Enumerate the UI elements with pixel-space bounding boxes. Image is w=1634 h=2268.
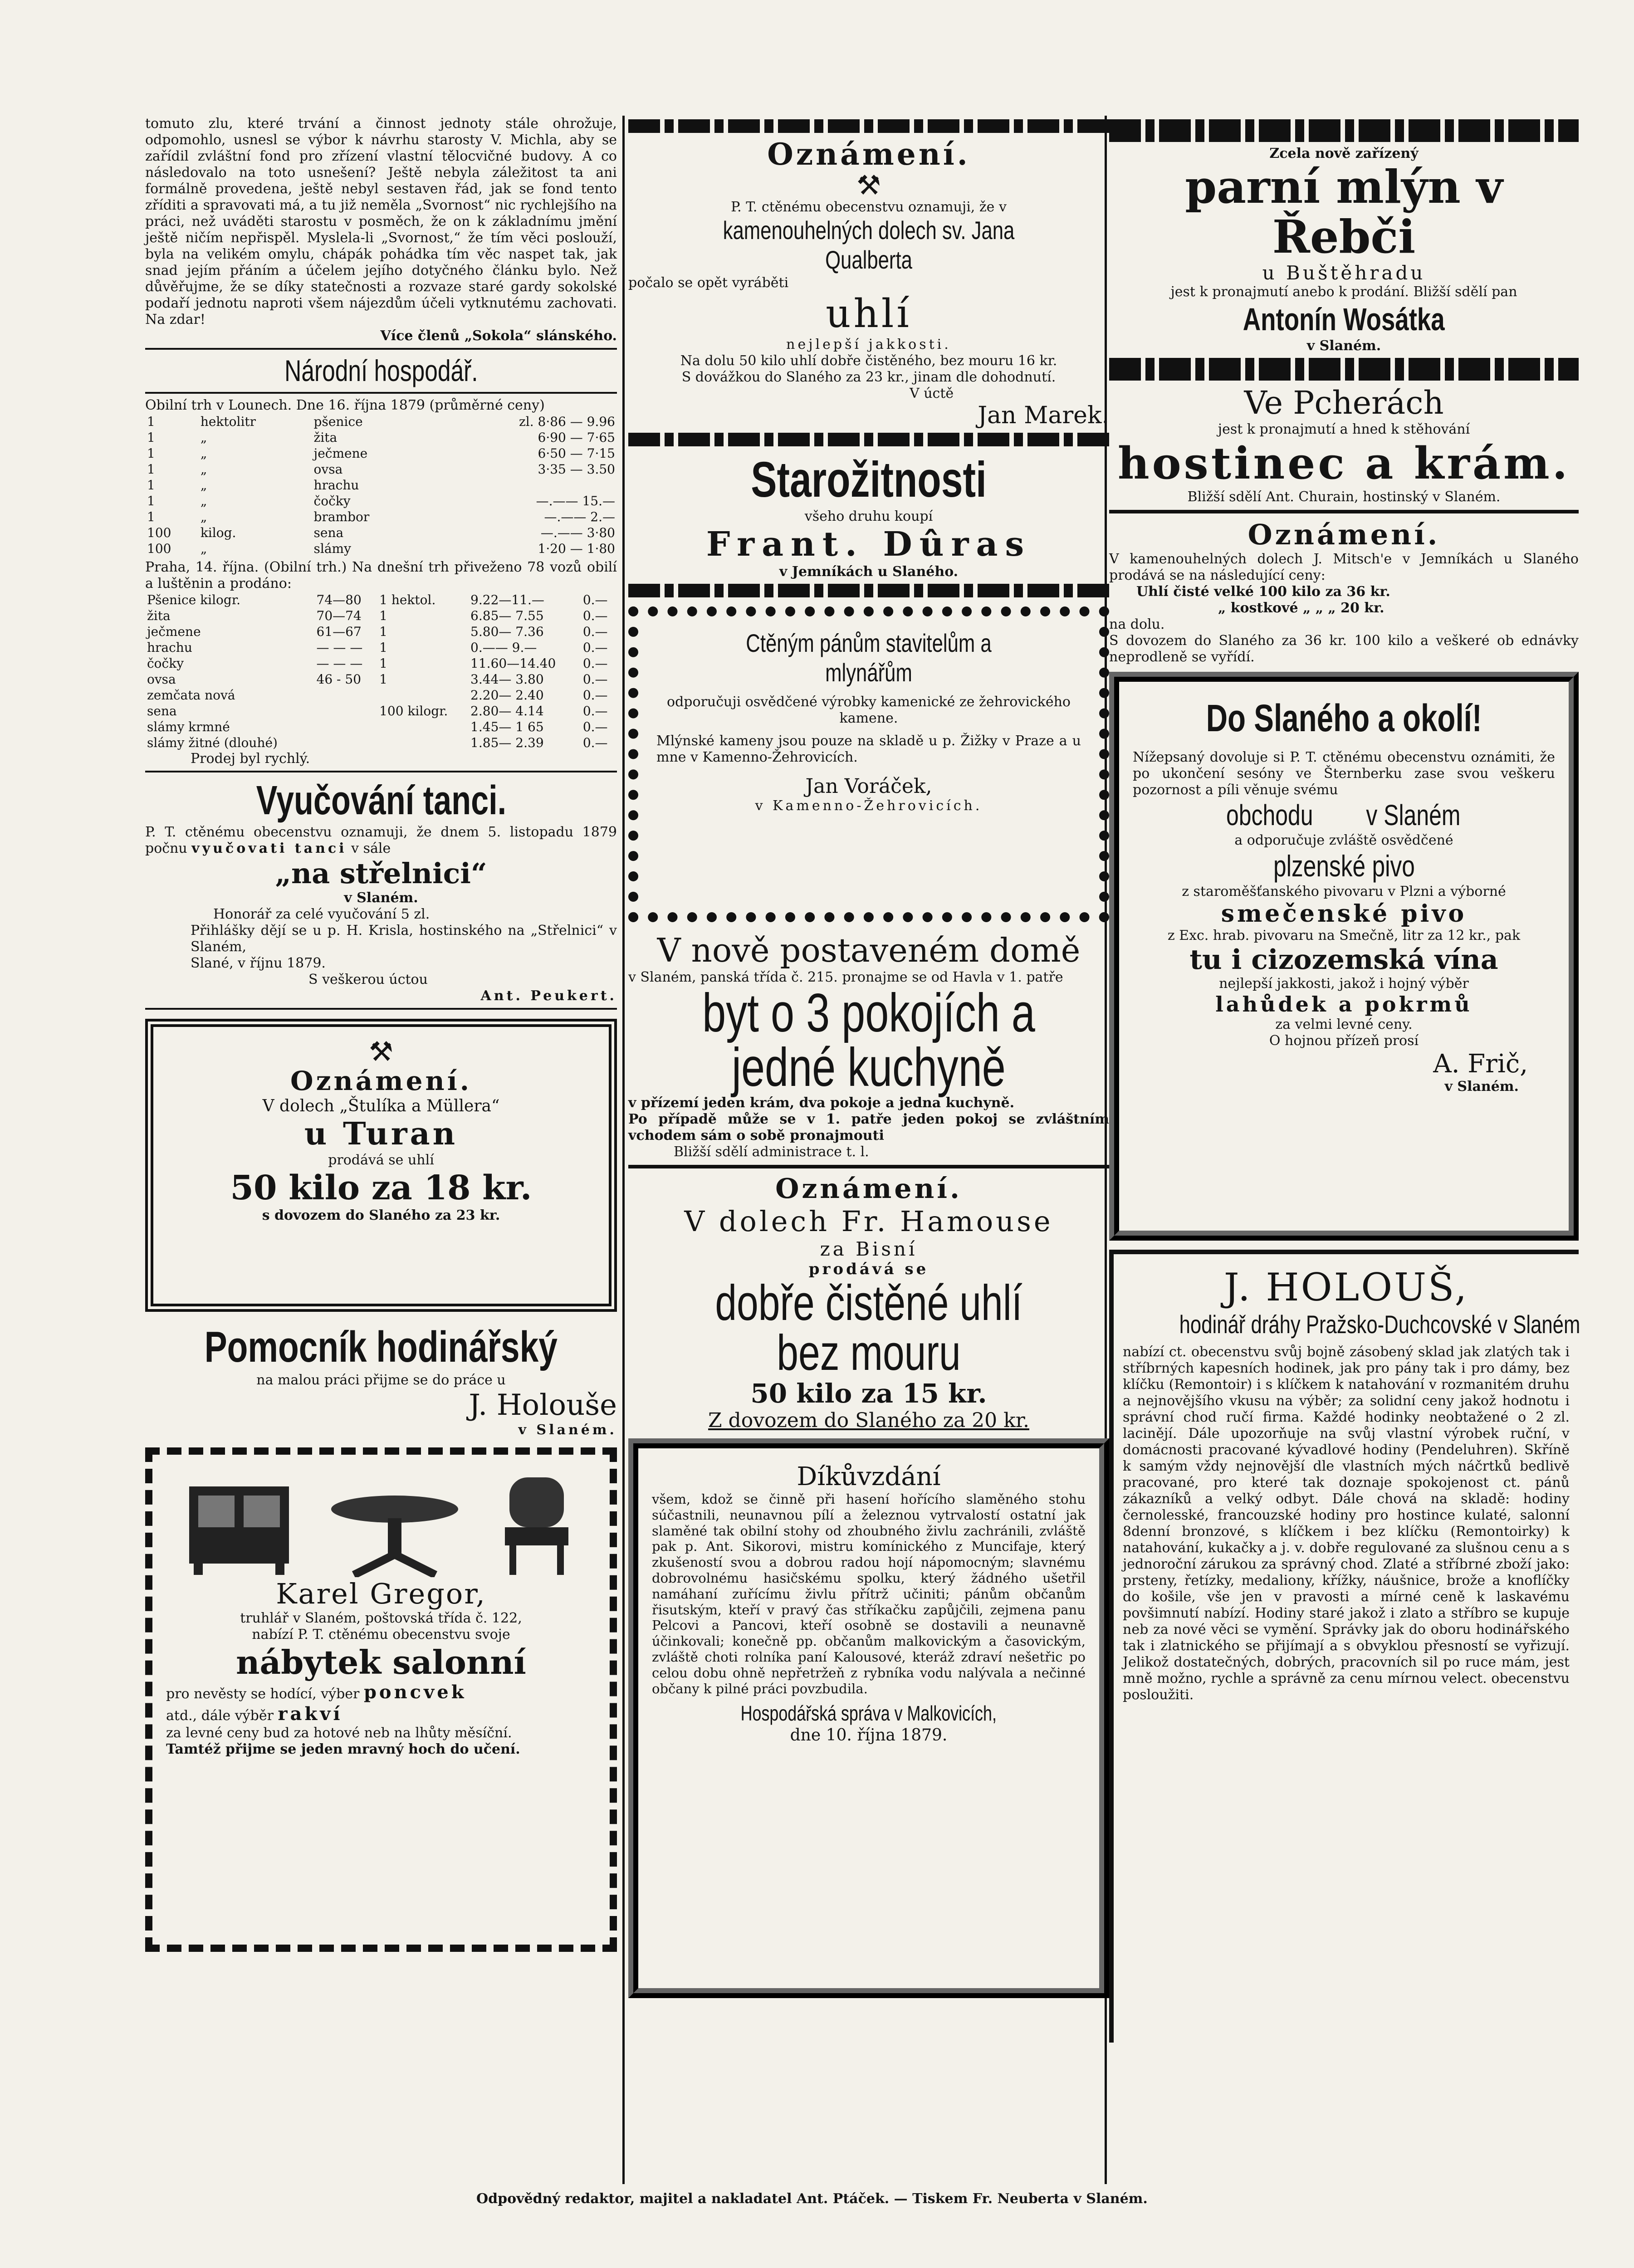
praha-cell-kg (315, 687, 378, 703)
hammer-pick-icon: ⚒ (856, 170, 881, 201)
fric-line: za velmi levné ceny. (1275, 1017, 1413, 1032)
praha-cell-item: ječmene (147, 624, 201, 639)
praha-cell-q: 1 (379, 672, 387, 687)
dance-city: v Slaném. (344, 890, 418, 906)
louny-cell-u: „ (200, 494, 207, 508)
louny-cell-u: „ (200, 541, 207, 556)
antiques-name: Frant. Dûras (706, 525, 1032, 564)
watch-sign: J. Holouše (469, 1388, 617, 1422)
louny-cell-u: „ (200, 509, 207, 524)
cabinet-icon (180, 1477, 298, 1577)
dance-title: Vyučování tanci. (256, 778, 506, 823)
praha-cell-q (377, 719, 469, 735)
gregor-name: Karel Gregor, (276, 1577, 486, 1610)
praha-cell-item: slámy žitné (dlouhé) (147, 735, 278, 750)
mill-line: v Slaném. (1306, 338, 1381, 354)
coal-greet: V úctě (910, 386, 954, 401)
louny-cell-item: slámy (313, 541, 351, 556)
watch-city: v Slaném. (518, 1422, 617, 1438)
mitsch-line: na dolu. (1109, 616, 1165, 632)
fric-beer-smecno: smečenské pivo (1221, 900, 1467, 928)
praha-cell-kg (315, 719, 378, 735)
praha-cell-d: 0.— (582, 704, 608, 719)
turan-title: Oznámení. (290, 1066, 472, 1096)
praha-cell-q: 1 (379, 640, 387, 655)
louny-cell-u: „ (200, 478, 207, 493)
inn-line: jest k pronajmutí a hned k stěhování (1218, 421, 1470, 437)
fric-title: Do Slaného a okolí! (1206, 697, 1482, 739)
stonemason-place: v Kamenno-Žehrovicích. (755, 798, 983, 814)
praha-head: Praha, 14. října. (Obilní trh.) Na dnešní trh přiveženo 78 vozů obilí a luštěnin a prodáno: (145, 559, 617, 591)
praha-cell-price: 2.80— 4.14 (470, 704, 544, 719)
mitsch-price: Uhlí čisté velké 100 kilo za 36 kr. (1136, 584, 1390, 600)
intro-article: tomuto zlu, které trvání a činnost jednoty stále ohrožuje, odpomohlo, usnesl se výbor k návrhu starosty V. Michla, aby se zařídil zvláštní fond pro zřízení vlastní tělocvičné budovy. A co následovalo na toto usnešení? Ještě nebyla záležitost ta ani formálně provedena, ještě nebyl sestaven řád, jak se fond tento zříditi a spravovati má, a tu již neměla „Svornost“ nic rychlejšího na práci, než uváděti starostu v posměch, že on k základnímu jmění ještě ničím nepřispěl. Myslela-li „Svornost,“ že tím věci poslouží, byla na velikém omylu, chápák pohádka tím věc naspet tak, jak snad jejím přáním a účelem jejího dotyčného článku bylo. Než důvěřujme, že se díky statečnosti a rozvaze staré gardy sokolské podaří jednotu naproti všem nájezdům účeli vytknutému zachovati. Na zdar! (145, 116, 617, 327)
louny-table (145, 414, 617, 557)
louny-cell-item: pšenice (313, 414, 363, 429)
turan-place: u Turan (304, 1116, 458, 1153)
thanks-title: Díkůvzdání (797, 1462, 941, 1491)
hamous-line: Z dovozem do Slaného za 20 kr. (708, 1409, 1029, 1432)
turan-price: 50 kilo za 18 kr. (230, 1168, 532, 1208)
antiques-line: všeho druhu koupí (804, 508, 933, 524)
mill-line: jest k pronajmutí anebo k prodání. Bližší sdělí pan (1170, 284, 1517, 300)
intro-signature: Více členů „Sokola“ slánského. (380, 328, 617, 344)
praha-cell-q: 1 (379, 656, 387, 671)
praha-cell-kg: — — — (316, 656, 363, 671)
fric-line: z staroměšťanského pivovaru v Plzni a výborné (1182, 884, 1506, 899)
furniture-illustration (166, 1468, 596, 1577)
fric-beer-plzen: plzenské pivo (1273, 849, 1415, 883)
econ-head: Obilní trh v Lounech. Dne 16. října 1879 (průměrné ceny) (145, 397, 545, 413)
flat-line: v Slaném, panská třída č. 215. pronajme se od Havla v 1. patře (628, 969, 1063, 985)
coal-mine: kamenouhelných dolech sv. Jana Qualberta (723, 216, 1015, 274)
gregor-big: nábytek salonní (236, 1643, 526, 1681)
dance-reg: Přihlášky dějí se u p. H. Krisla, hostinského na „Střelnici“ v Slaném, (191, 923, 617, 955)
fric-line: Nížepsaný dovoluje si P. T. ctěnému obecenstvu oznámiti, že po ukončení sesóny ve Šternberku zase svou veškeru pozornost a píli věnuje svému (1133, 749, 1555, 798)
louny-row (145, 477, 617, 493)
flat-title: V nově postaveném domě (657, 931, 1081, 969)
louny-cell-item: žita (313, 430, 338, 445)
praha-cell-d: 0.— (582, 656, 608, 671)
fric-line: z Exc. hrab. pivovaru na Smečně, litr za 12 kr., pak (1167, 928, 1521, 943)
mill-line: u Buštěhradu (1262, 262, 1426, 284)
inn-line: Bližší sdělí Ant. Churain, hostinský v Slaném. (1187, 489, 1501, 505)
praha-cell-price: 5.80— 7.36 (470, 624, 544, 639)
praha-row (145, 687, 617, 703)
inn-place: Ve Pcherách (1244, 384, 1444, 421)
praha-cell-kg: 61—67 (316, 624, 362, 639)
praha-cell-kg: 74—80 (316, 592, 362, 607)
louny-cell-item: brambor (313, 509, 370, 524)
praha-row (145, 624, 617, 640)
praha-cell-kg (315, 703, 378, 719)
coal-word: uhlí (826, 291, 912, 337)
praha-cell-price: 1.85— 2.39 (470, 735, 544, 750)
louny-cell-n: 1 (147, 462, 155, 477)
praha-cell-item: žita (147, 608, 171, 623)
praha-foot: Prodej byl rychlý. (191, 751, 310, 767)
louny-cell-price: —.—— 2.— (544, 509, 615, 524)
watch-title: Pomocník hodinářský (204, 1323, 558, 1371)
turan-line: s dovozem do Slaného za 23 kr. (262, 1207, 500, 1224)
praha-cell-price: 0.—— 9.— (470, 640, 537, 655)
coal-line: P. T. ctěnému obecenstvu oznamuji, že v (731, 199, 1007, 215)
watch-text: na malou práci přijme se do práce u (256, 1372, 506, 1388)
hamous-line: V dolech Fr. Hamouse (684, 1205, 1053, 1238)
louny-row (145, 525, 617, 541)
flat-big: byt o 3 pokojích a jedné kuchyně (702, 982, 1035, 1098)
coal-sign: Jan Marek. (978, 402, 1109, 429)
hamous-title: Oznámení. (775, 1173, 962, 1205)
gregor-line: Tamtéž přijme se jeden mravný hoch do učení. (166, 1741, 520, 1757)
louny-cell-u: „ (200, 446, 207, 461)
mitsch-title: Oznámení. (1248, 518, 1440, 551)
econ-title: Národní hospodář. (284, 354, 478, 387)
louny-row (145, 493, 617, 509)
coal-line: S dovážkou do Slaného za 23 kr., jinam dle dohodnutí. (681, 369, 1056, 385)
praha-row (145, 655, 617, 671)
louny-cell-n: 1 (147, 478, 155, 493)
dance-sign: Ant. Peukert. (480, 988, 617, 1004)
praha-cell-d: 0.— (582, 640, 608, 655)
mill-name: Antonín Wosátka (1243, 302, 1445, 337)
praha-cell-price: 1.45— 1 65 (470, 719, 544, 734)
praha-row (145, 640, 617, 655)
praha-row (145, 735, 617, 751)
louny-cell-u: hektolitr (200, 414, 256, 429)
louny-row (145, 414, 617, 430)
praha-cell-price: 6.85— 7.55 (470, 608, 544, 623)
louny-cell-item: hrachu (313, 478, 359, 493)
louny-cell-price: —.—— 3·80 (540, 525, 615, 540)
praha-row (145, 608, 617, 624)
praha-cell-kg: — — — (316, 640, 363, 655)
louny-row (145, 541, 617, 557)
praha-cell-q: 100 kilogr. (379, 704, 448, 719)
flat-line: Po případě může se v 1. patře jeden pokoj se zvláštním vchodem sám o sobě pronajmouti (628, 1111, 1109, 1144)
coal-line: Na dolu 50 kilo uhlí dobře čistěného, bez mouru 16 kr. (680, 353, 1057, 369)
praha-cell-kg: 70—74 (316, 608, 362, 623)
hamous-line: prodává se (808, 1260, 929, 1278)
gregor-line: truhlář v Slaném, poštovská třída č. 122, (240, 1610, 522, 1626)
praha-cell-kg (315, 735, 378, 751)
holous-ad (1109, 1250, 1579, 2043)
louny-cell-u: „ (200, 462, 207, 477)
fric-line: a odporučuje zvláště osvědčené (1234, 832, 1453, 848)
fric-place: v Slaném. (1444, 1079, 1519, 1095)
praha-cell-d: 0.— (582, 719, 608, 734)
praha-cell-kg: 46 - 50 (316, 672, 362, 687)
hamous-line: za Bisní (820, 1238, 918, 1260)
hammer-pick-icon: ⚒ (369, 1036, 393, 1068)
louny-cell-item: čočky (313, 494, 351, 508)
stonemason-sign: Jan Voráček, (805, 775, 932, 798)
praha-cell-item: čočky (147, 656, 184, 671)
louny-cell-price: zl. 8·86 — 9.96 (519, 414, 615, 429)
louny-cell-price: 1·20 — 1·80 (538, 541, 615, 556)
louny-row (145, 509, 617, 525)
louny-cell-price: 3·35 — 3.50 (538, 462, 615, 477)
mill-title: parní mlýn v Řebči (1185, 160, 1503, 264)
coal-line: nejlepší jakkosti. (786, 337, 951, 352)
louny-cell-n: 1 (147, 414, 155, 429)
louny-cell-n: 100 (147, 541, 171, 556)
holous-text: nabízí ct. obecenstvu svůj bojně zásobený sklad jak zlatých tak i stříbrných kapesních hodinek, jak pro pány tak i pro dámy, bez klíčku (Remontoir) i s klíčkem k natahování v rozmanitém druhu a nejnovějšího vkusu na výběr; za solidní ceny jakož hodnotu i správní chod ručí firma. Každé hodinky neobtažené o 2 zl. lacinějí. Dále upozorňuje na svůj vlastní výrobek ruční, v domácnosti pracované kývadlové hodiny (Pendeluhren). Skříně k samým vždy nejnovější dle vlastních mých náčrtků bedlivě pracované, pro které tak doznaje spokojenost ct. pánů zákazníků a velký odbyt. Dále chová na skladě: hodiny černolesské, francouzské hodiny pro hostince kulaté, salonní 8denní bronzové, s klíčkem i bez klíčku (Remontoirky) k natahování, kukačky a j. v. dobře regulované za slušnou cenu a s jednoroční zárukou za správný chod. Zlaté a stříbrné zboží jako: prsteny, řetízky, medaliony, křížky, náušnice, brože a knoflíčky do košile, vše jen v pravosti a mírné ceně k laskavému povšimnutí nabízí. Hodiny staré jakož i zlato a stříbro se kupuje neb za nové věci se vymění. Správky jak do oboru hodinářského tak i zlatnického se přijímají a s obvyklou přesností se vyřizují. Jelikož dostatečných, dobrých, pracovních sil po ruce mám, jest mně možno, rychle a správně za cenu mírnou velect. obecenstvu posloužiti. (1123, 1344, 1570, 1703)
fric-sign: A. Frič, (1433, 1049, 1528, 1079)
louny-cell-n: 1 (147, 446, 155, 461)
praha-row (145, 703, 617, 719)
fric-shop: obchodu v Slaném (1226, 799, 1461, 831)
antiques-line: v Jemníkách u Slaného. (779, 564, 959, 580)
louny-cell-n: 1 (147, 430, 155, 445)
holous-title: J. HOLOUŠ, (1223, 1265, 1469, 1310)
dance-date: Slané, v říjnu 1879. (191, 955, 326, 971)
louny-cell-u: kilog. (200, 525, 236, 540)
turan-ad (145, 1019, 617, 1312)
fric-food: lahůdek a pokrmů (1215, 992, 1473, 1017)
louny-cell-u: „ (200, 430, 207, 445)
fric-ad (1109, 672, 1579, 1241)
mitsch-line: S dovozem do Slaného za 36 kr. 100 kilo a veškeré ob ednávky neprodleně se vyřídí. (1109, 633, 1579, 665)
column-rule (622, 116, 625, 2184)
column-left (145, 116, 617, 1961)
stonemason-line: Mlýnské kameny jsou pouze na skladě u p. Žižky v Praze a u mne v Kamenno-Žehrovicích. (656, 733, 1081, 765)
gregor-line: atd., dále výběr rakví (166, 1703, 343, 1725)
dance-fee: Honorář za celé vyučování 5 zl. (213, 906, 430, 922)
thanks-sign: Hospodářská správa v Malkovicích, (740, 1701, 997, 1725)
louny-cell-item: sena (313, 525, 344, 540)
fric-line: O hojnou přízeň prosí (1269, 1033, 1419, 1049)
praha-cell-d: 0.— (582, 688, 608, 703)
stonemason-title: Ctěným pánům stavitelům a mlynářům (746, 629, 992, 687)
praha-cell-q: 1 (379, 624, 387, 639)
praha-cell-d: 0.— (582, 624, 608, 639)
gregor-line: za levné ceny bud za hotové neb na lhůty měsíční. (166, 1725, 512, 1741)
dance-greet: S veškerou úctou (308, 972, 428, 987)
fric-wine: tu i cizozemská vína (1189, 944, 1498, 976)
praha-cell-price: 11.60—14.40 (470, 656, 556, 671)
thanks-date: dne 10. října 1879. (790, 1726, 948, 1745)
flat-line: v přízemí jeden krám, dva pokoje a jedna kuchyně. (628, 1095, 1015, 1111)
praha-cell-item: ovsa (147, 672, 176, 687)
louny-cell-price: —.—— 15.— (536, 494, 615, 508)
louny-cell-n: 100 (147, 525, 171, 540)
praha-cell-q (377, 735, 469, 751)
praha-table (145, 592, 617, 751)
praha-row (145, 719, 617, 735)
praha-row (145, 592, 617, 608)
louny-cell-price: 6·90 — 7·65 (538, 430, 615, 445)
hamous-big: dobře čistěné uhlí bez mouru (715, 1275, 1022, 1381)
holous-sub: hodinář dráhy Pražsko-Duchcovské v Slaném (1179, 1310, 1580, 1339)
stonemason-line: odporučuji osvědčené výrobky kamenické ze žehrovického kamene. (667, 694, 1071, 726)
dance-place: „na střelnici“ (275, 857, 487, 890)
louny-cell-price: 6·50 — 7·15 (538, 446, 615, 461)
praha-cell-q: 1 hektol. (379, 592, 436, 607)
chair-icon (491, 1473, 582, 1577)
louny-cell-price (426, 477, 617, 493)
antiques-title: Starožitnosti (751, 452, 987, 508)
mitsch-price: „ kostkové „ „ „ 20 kr. (1218, 600, 1384, 616)
gregor-line: nabízí P. T. ctěnému obecenstvu svoje (252, 1627, 510, 1642)
praha-cell-price: 9.22—11.— (470, 592, 544, 607)
louny-cell-item: ovsa (313, 462, 343, 477)
praha-cell-d: 0.— (582, 735, 608, 750)
gregor-line: pro nevěsty se hodící, výber poncvek (166, 1681, 467, 1703)
coal-ad-title: Oznámení. (767, 137, 970, 172)
dance-text: P. T. ctěnému obecenstvu oznamuji, že dnem 5. listopadu 1879 počnu vyučovati tanci v sále (145, 824, 617, 856)
praha-cell-item: slámy krmné (147, 719, 230, 734)
praha-cell-q: 1 (379, 608, 387, 623)
mill-line: Zcela nově zařízený (1269, 146, 1419, 161)
stonemason-ad (628, 606, 1109, 922)
footer-imprint: Odpovědný redaktor, majitel a nakladatel Ant. Ptáček. — Tiskem Fr. Neuberta v Slaném. (476, 2191, 1148, 2207)
praha-cell-price: 2.20— 2.40 (470, 688, 544, 703)
praha-cell-d: 0.— (582, 592, 608, 607)
praha-cell-item: Pšenice kilogr. (147, 592, 241, 607)
louny-cell-item: ječmene (313, 446, 368, 461)
gregor-ad (145, 1447, 617, 1952)
thanks-text: všem, kdož se činně při hasení hořícího slaměného stohu súčastnili, neunavnou pílí a železnou vytrvalostí ostatní jak slaměné tak obilní stohy od zhoubného živlu zachránili, zvláště pak p. Ant. Sikorovi, mistru komínického z Muncifaje, který zkušeností svou a dobrou radou hojí nápomocným; slavnému dobrovolnému hasičskému spolku, který žádného ušetřil namáhaní zuřícímu živlu přítrž učiniti; pánům občanům řisutským, kteří v pravý čas stříkačku zapůjčili, zejmena panu Pelcovi a Pancovi, kteří osobně se dostavili a neunavně účinkovali; konečně pp. občanům malkovickým a časovickým, zvláště choti rolníka paní Kalousové, kteráž zdraví nešetřic po celou dobu ohně nepřetržeň z rybníka vodu nalývala a nečinné občany k pilné práci povzbudila. (652, 1491, 1086, 1696)
praha-cell-q (377, 687, 469, 703)
column-middle (628, 116, 1109, 1998)
louny-row (145, 445, 617, 461)
hamous-price: 50 kilo za 15 kr. (750, 1378, 987, 1409)
turan-line: V dolech „Štulíka a Müllera“ (262, 1097, 500, 1115)
praha-row (145, 671, 617, 687)
praha-cell-item: sena (147, 704, 177, 719)
inn-title: hostinec a krám. (1117, 438, 1570, 489)
flat-line: Bližší sdělí administrace t. l. (674, 1144, 869, 1160)
louny-row (145, 430, 617, 445)
louny-cell-n: 1 (147, 509, 155, 524)
coal-line: počalo se opět vyráběti (628, 275, 789, 291)
praha-cell-item: zemčata nová (147, 688, 235, 703)
louny-cell-n: 1 (147, 494, 155, 508)
column-right (1109, 116, 1579, 2043)
turan-line: prodává se uhlí (328, 1152, 434, 1168)
mitsch-line: V kamenouhelných dolech J. Mitsch'e v Jemníkách u Slaného prodává se na následující ceny: (1109, 551, 1579, 583)
table-icon (327, 1486, 463, 1577)
praha-cell-price: 3.44— 3.80 (470, 672, 544, 687)
praha-cell-item: hrachu (147, 640, 192, 655)
praha-cell-d: 0.— (582, 608, 608, 623)
fric-line: nejlepší jakkosti, jakož i hojný výběr (1219, 976, 1469, 992)
louny-row (145, 461, 617, 477)
thanks-ad (628, 1438, 1109, 1998)
praha-cell-d: 0.— (582, 672, 608, 687)
